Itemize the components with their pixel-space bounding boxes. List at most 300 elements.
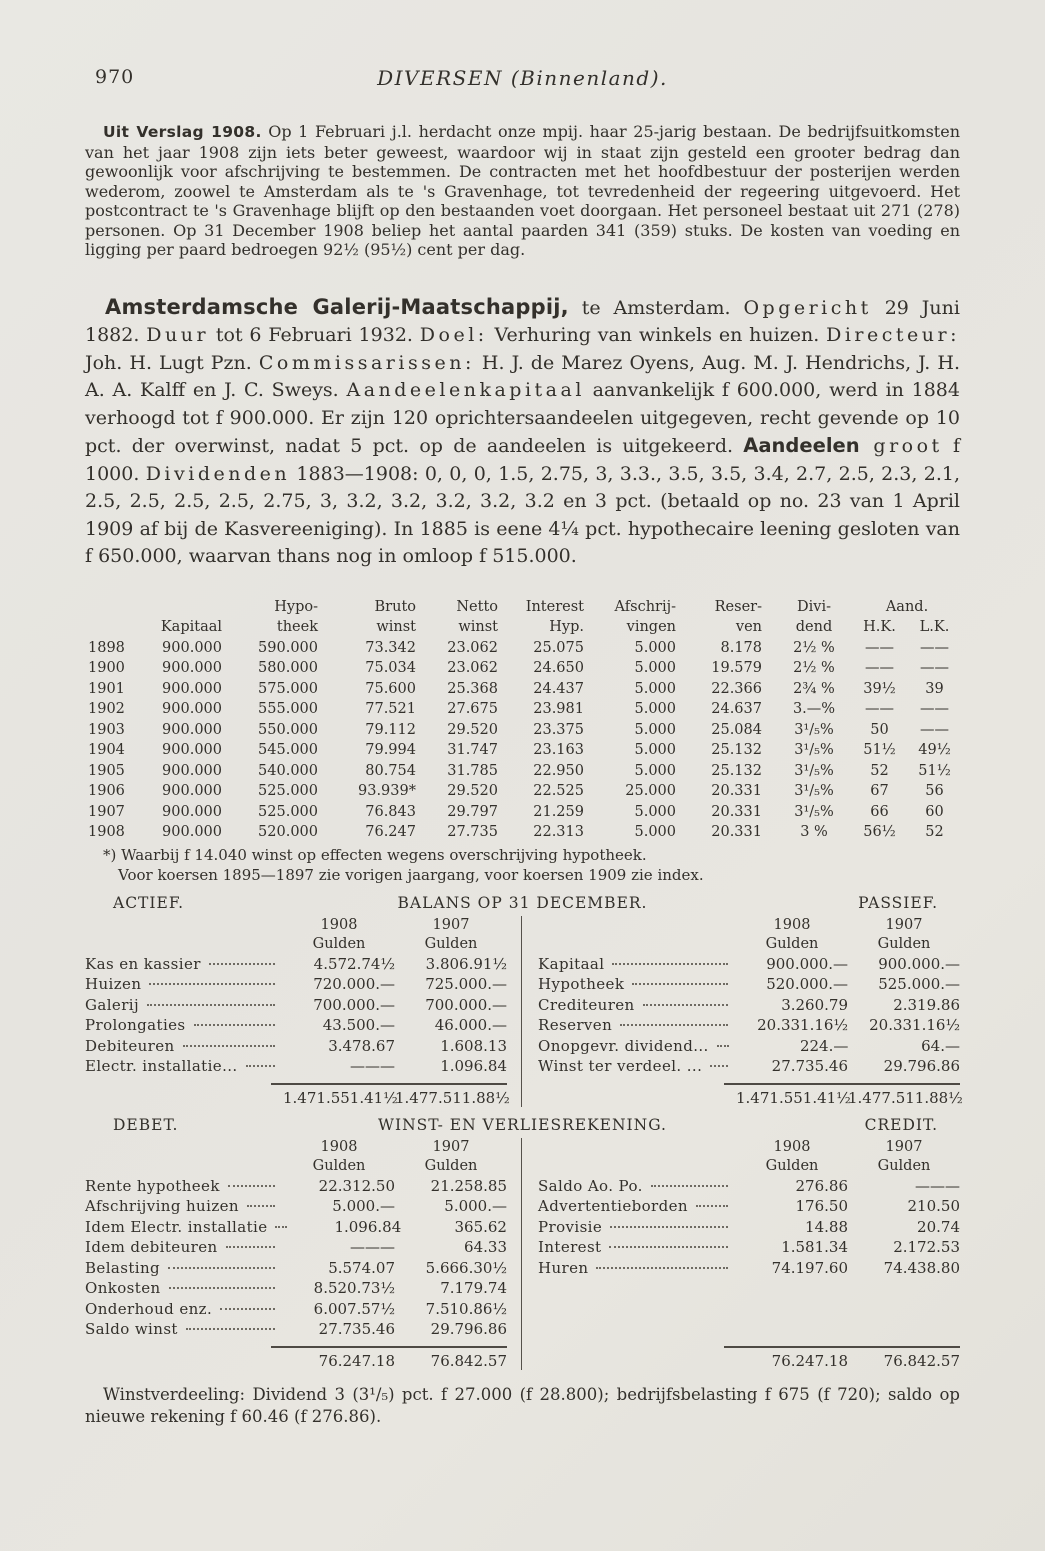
ledger-row — [538, 1258, 960, 1279]
ledger-label: Reserven — [538, 1016, 613, 1034]
dotted-leader — [186, 1328, 275, 1330]
text-run: Joh. H. Lugt Pzn. — [85, 351, 259, 374]
amount-1907: 21.258.85 — [430, 1176, 507, 1195]
amount-1908: 27.735.46 — [771, 1057, 848, 1075]
total-1907: 76.842.57 — [883, 1351, 960, 1370]
column-header: Bruto — [374, 598, 416, 615]
ledger-row — [85, 1015, 507, 1036]
amount-1908: 5.000.— — [332, 1197, 395, 1215]
text-run: te Amsterdam. — [568, 296, 744, 319]
total-1908: 76.247.18 — [771, 1351, 848, 1370]
table-cell: 900.000 — [162, 680, 222, 697]
amount-1907: 46.000.— — [434, 1016, 507, 1034]
column-header: H.K. — [863, 619, 896, 635]
year-1908-header: 1908 — [773, 916, 811, 933]
table-cell: 540.000 — [258, 762, 318, 779]
amount-1908: ——— — [350, 1057, 395, 1075]
table-cell: 23.375 — [533, 721, 584, 738]
total-row — [538, 1348, 960, 1370]
ledger-row — [85, 995, 507, 1016]
unit-label: Gulden — [424, 935, 478, 952]
column-header: Aand. — [885, 598, 929, 615]
amount-1908: 720.000.— — [313, 975, 395, 993]
table-cell: 545.000 — [258, 742, 318, 758]
amount-1907: 20.331.16½ — [869, 1016, 960, 1034]
table-cell: 1903 — [88, 721, 125, 738]
table-cell: 1898 — [88, 639, 125, 656]
amount-1908: 74.197.60 — [771, 1258, 848, 1277]
table-row — [88, 638, 962, 659]
financial-table-head — [88, 597, 962, 638]
unit-label: Gulden — [765, 935, 819, 952]
table-cell: 1905 — [88, 762, 125, 779]
ledger-row — [85, 1237, 507, 1258]
ledger-label: Hypotheek — [538, 975, 625, 993]
ledger-label: Saldo winst — [85, 1320, 178, 1338]
text-run: tot 6 Februari 1932. — [209, 324, 420, 346]
spaced-term: Aandeelenkapitaal — [346, 379, 585, 401]
ledger-label: Huren — [538, 1258, 589, 1277]
table-cell: 3¹/₅% — [794, 803, 834, 820]
table-cell: 29.797 — [447, 803, 498, 820]
table-row — [88, 740, 962, 761]
ledger-label: Onderhoud enz. — [85, 1299, 213, 1318]
column-header: winst — [458, 619, 498, 635]
amount-1908: 14.88 — [805, 1217, 848, 1236]
year-header-row — [538, 916, 960, 935]
column-header — [136, 597, 236, 618]
table-footnote: *) Waarbij f 14.040 winst op effecten wegens overschrijving hypotheek. — [103, 845, 647, 864]
total-1908: 1.471.551.41½ — [736, 1088, 851, 1107]
table-cell: 25.000 — [625, 783, 676, 799]
verslag-title: Uit Verslag 1908. — [103, 123, 262, 141]
amount-1908: 1.581.34 — [781, 1238, 848, 1256]
credit-heading: CREDIT. — [864, 1115, 938, 1134]
table-cell: 20.331 — [711, 824, 762, 840]
ledger-row — [538, 1237, 960, 1258]
total-1907: 1.477.511.88½ — [848, 1088, 963, 1107]
table-cell: 31.747 — [447, 742, 498, 758]
table-cell: 39½ — [863, 680, 896, 697]
dotted-leader — [228, 1185, 275, 1187]
column-header — [88, 597, 136, 618]
ledger-label: Electr. installatie... — [85, 1057, 238, 1075]
year-1907-header: 1907 — [432, 916, 470, 933]
table-cell: 520.000 — [258, 824, 318, 840]
table-cell: 3¹/₅% — [794, 742, 834, 758]
dotted-leader — [620, 1024, 728, 1026]
ledger-label: Galerij — [85, 995, 140, 1014]
credit-column — [522, 1138, 960, 1370]
table-cell: 5.000 — [634, 824, 676, 840]
table-cell: 3¹/₅% — [794, 762, 834, 779]
ledger-row — [538, 1036, 960, 1057]
column-header: Hypo- — [274, 598, 318, 615]
amount-1907: 3.806.91½ — [425, 954, 507, 973]
debet-total-block — [85, 1340, 507, 1370]
table-cell: 25.132 — [711, 742, 762, 758]
table-cell: 900.000 — [162, 803, 222, 820]
ledger-row — [85, 954, 507, 975]
amount-1907: 725.000.— — [425, 975, 507, 993]
debet-heading: DEBET. — [113, 1115, 179, 1134]
amount-1908: 224.— — [799, 1036, 849, 1055]
dotted-leader — [183, 1045, 275, 1047]
ledger-row — [85, 1299, 507, 1320]
passief-total-block — [538, 1077, 963, 1107]
actief-heading: ACTIEF. — [113, 893, 185, 912]
table-cell: 23.163 — [533, 742, 584, 758]
table-cell: 5.000 — [634, 639, 676, 656]
table-cell: 2¾ % — [793, 680, 835, 697]
table-cell: 56½ — [863, 824, 896, 840]
ledger-row — [85, 1036, 507, 1057]
table-cell: 75.600 — [365, 680, 416, 697]
ledger-label: Debiteuren — [85, 1036, 175, 1055]
verslag-body: Op 1 Februari j.l. herdacht onze mpij. haar 25-jarig bestaan. De bedrijfsuitkomsten van het jaar 1908 zijn iets beter geweest, waardoor wij in staat zijn gesteld een grooter bedrag dan gewoonlijk voor afschrijving te bestemmen. De contracten met het hoofdbestuur der posterijen werden wederom, zoowel te Amsterdam als te 's Gravenhage, tot tevredenheid der regeering uitgevoerd. Het postcontract te 's Gravenhage blijft op den bestaanden voet doorgaan. Het personeel bestaat uit 271 (278) personen. Op 31 December 1908 beliep het aantal paarden 341 (359) stuks. De kosten van voeding en ligging per paard bedroegen 92½ (95½) cent per dag. — [85, 122, 960, 259]
table-cell: —— — [920, 660, 949, 676]
year-1908-header: 1908 — [773, 1138, 811, 1155]
table-cell: 590.000 — [258, 639, 318, 656]
table-row — [88, 761, 962, 782]
table-cell: 76.843 — [365, 803, 416, 820]
spaced-term: Doel: — [419, 324, 488, 346]
profit-loss-statement — [85, 1138, 960, 1370]
dotted-leader — [169, 1287, 275, 1289]
ledger-row — [538, 995, 960, 1016]
amount-1907: 29.796.86 — [883, 1057, 960, 1075]
amount-1908: 4.572.74½ — [313, 954, 395, 973]
column-header: L.K. — [919, 619, 950, 635]
unit-label: Gulden — [312, 935, 366, 952]
table-cell: 8.178 — [720, 639, 762, 656]
dotted-leader — [717, 1045, 729, 1047]
dotted-leader — [609, 1246, 728, 1248]
table-cell: 51½ — [863, 742, 896, 758]
table-cell: —— — [865, 660, 894, 676]
ledger-row — [85, 1319, 507, 1340]
table-cell: 24.437 — [533, 680, 584, 697]
table-cell: 21.259 — [533, 803, 584, 820]
column-header: ven — [735, 619, 762, 635]
financial-table-body — [88, 638, 962, 843]
profit-loss-heading — [95, 1116, 950, 1134]
ledger-label: Winst ter verdeel. ... — [538, 1057, 703, 1075]
financial-table — [88, 597, 962, 843]
amount-1908: 5.574.07 — [328, 1258, 395, 1277]
table-cell: 27.735 — [447, 824, 498, 840]
total-row — [538, 1085, 963, 1107]
year-1907-header: 1907 — [885, 1138, 923, 1155]
ledger-label: Idem Electr. installatie — [85, 1217, 268, 1236]
column-header: dend — [795, 619, 833, 635]
table-cell: 77.521 — [365, 701, 416, 717]
table-cell: 900.000 — [162, 660, 222, 676]
table-cell: 56 — [925, 783, 944, 799]
table-cell: 66 — [870, 803, 889, 820]
ledger-row — [538, 1176, 960, 1197]
debet-column — [85, 1138, 522, 1370]
table-cell: 900.000 — [162, 762, 222, 779]
column-header: Afschrij- — [614, 598, 676, 615]
amount-1908: 8.520.73½ — [313, 1279, 395, 1297]
table-row — [88, 699, 962, 720]
ledger-row — [85, 1176, 507, 1197]
amount-1908: 6.007.57½ — [313, 1299, 395, 1318]
column-header: Kapitaal — [160, 619, 222, 635]
spaced-term: Commissarissen: — [258, 351, 475, 374]
table-cell: 67 — [870, 783, 889, 799]
table-cell: 19.579 — [711, 660, 762, 676]
table-cell: 22.313 — [533, 824, 584, 840]
passief-heading: PASSIEF. — [858, 893, 938, 912]
profit-loss-title: WINST- EN VERLIESREKENING. — [378, 1115, 667, 1134]
dotted-leader — [643, 1004, 728, 1006]
table-cell: 50 — [870, 721, 889, 738]
table-cell: 1908 — [88, 824, 125, 840]
ledger-row — [85, 1056, 507, 1077]
table-cell: 60 — [925, 803, 944, 820]
ledger-label: Onkosten — [85, 1279, 161, 1297]
ledger-row — [538, 954, 960, 975]
table-cell: 900.000 — [162, 721, 222, 738]
unit-label: Gulden — [765, 1157, 819, 1174]
amount-1907: 2.319.86 — [893, 995, 960, 1014]
verslag-paragraph — [85, 122, 960, 260]
table-cell: 5.000 — [634, 701, 676, 717]
table-cell: 52 — [925, 824, 944, 840]
dotted-leader — [610, 1226, 728, 1228]
table-row — [88, 679, 962, 700]
table-cell: 93.939* — [358, 783, 416, 799]
dotted-leader — [149, 983, 275, 985]
ledger-row — [85, 974, 507, 995]
bold-term: Amsterdamsche Galerij-Maatschappij, — [105, 294, 569, 319]
table-cell: 3¹/₅% — [794, 721, 834, 738]
running-title: DIVERSEN (Binnenland). — [377, 66, 668, 90]
ledger-label: Onopgevr. dividend... — [538, 1036, 709, 1055]
amount-1907: 7.510.86½ — [425, 1299, 507, 1318]
table-cell: 5.000 — [634, 680, 676, 697]
text-run: 29 Juni 1882. — [85, 296, 960, 346]
year-header-row — [538, 1138, 960, 1157]
ledger-label: Prolongaties — [85, 1016, 186, 1034]
year-1907-header: 1907 — [432, 1138, 470, 1155]
unit-label: Gulden — [312, 1157, 366, 1174]
amount-1908: 276.86 — [795, 1176, 848, 1195]
table-cell: 52 — [870, 762, 889, 779]
amount-1907: 64.— — [921, 1036, 960, 1055]
text-run: 1883—1908: 0, 0, 0, 1.5, 2.75, 3, 3.3., 3.5, 3.5, 3.4, 2.7, 2.5, 2.3, 2.1, 2.5, 2.5, 2.5, 2.5, 2.75, 3, 3.2, 3.2, 3.2, 3.2, 3.2 en 3 pct. (betaald op no. 23 van 1 April 1909 af bij de Kasvereeniging). In 1885 is eene 4¼ pct. hypothecaire leening gesloten van f 650.000, waarvan thans nog in omloop f 515.000. — [85, 462, 960, 567]
column-header — [88, 617, 136, 638]
column-header: Hyp. — [549, 619, 584, 635]
amount-1907: 1.096.84 — [440, 1057, 507, 1075]
unit-label: Gulden — [877, 1157, 931, 1174]
table-cell: 22.366 — [711, 680, 762, 697]
ledger-row — [538, 1056, 960, 1077]
table-cell: 5.000 — [634, 803, 676, 820]
unit-header-row — [538, 935, 960, 954]
column-header: Netto — [456, 598, 498, 615]
amount-1907: 2.172.53 — [893, 1238, 960, 1256]
table-cell: 23.062 — [447, 639, 498, 656]
text-run: H. J. de Marez Oyens, Aug. M. J. Hendrichs, J. H. A. A. Kalff en J. C. Sweys. — [85, 351, 961, 401]
spaced-term: Dividenden — [145, 462, 291, 485]
amount-1908: 176.50 — [795, 1197, 848, 1215]
winstverdeeling-paragraph — [85, 1384, 960, 1429]
amount-1907: 5.000.— — [444, 1197, 507, 1215]
dotted-leader — [209, 963, 275, 965]
unit-label: Gulden — [877, 935, 931, 952]
table-row — [88, 822, 962, 843]
amount-1907: 365.62 — [454, 1217, 507, 1236]
unit-label: Gulden — [424, 1157, 478, 1174]
table-cell: 23.981 — [533, 701, 584, 717]
total-1907: 76.842.57 — [430, 1351, 507, 1370]
dotted-leader — [710, 1065, 728, 1067]
page-number: 970 — [95, 66, 135, 88]
table-cell: 25.132 — [711, 762, 762, 779]
table-cell: —— — [865, 639, 894, 656]
amount-1908: 22.312.50 — [318, 1176, 395, 1195]
spaced-term: groot — [859, 435, 943, 457]
dotted-leader — [194, 1024, 275, 1026]
ledger-label: Rente hypotheek — [85, 1176, 220, 1195]
ledger-label: Afschrijving huizen — [85, 1197, 239, 1215]
table-row — [88, 781, 962, 802]
credit-rows — [538, 1176, 960, 1279]
amount-1908: 27.735.46 — [318, 1320, 395, 1338]
amount-1907: 525.000.— — [878, 975, 960, 993]
amount-1907: 20.74 — [917, 1217, 960, 1236]
table-cell: 3.—% — [792, 701, 836, 717]
column-header: theek — [276, 619, 318, 635]
year-1907-header: 1907 — [885, 916, 923, 933]
column-header: Interest — [525, 598, 584, 615]
ledger-row — [538, 1196, 960, 1217]
text-run: f 1000. — [85, 435, 960, 485]
table-cell: 575.000 — [258, 680, 318, 697]
dotted-leader — [226, 1246, 275, 1248]
ledger-row — [538, 1217, 960, 1238]
table-cell: 25.368 — [447, 680, 498, 697]
amount-1907: 1.608.13 — [440, 1036, 507, 1055]
table-cell: 900.000 — [162, 824, 222, 840]
table-cell: 2½ % — [793, 639, 835, 656]
table-cell: 555.000 — [258, 701, 318, 717]
balance-actief-column — [85, 916, 522, 1107]
dotted-leader — [220, 1308, 275, 1310]
amount-1908: 700.000.— — [313, 995, 395, 1014]
ledger-row — [85, 1258, 507, 1279]
table-cell: 29.520 — [447, 783, 498, 799]
unit-header-row — [538, 1157, 960, 1176]
year-1908-header: 1908 — [320, 916, 358, 933]
unit-header-row — [85, 1157, 507, 1176]
winstverdeeling-label: Winstverdeeling: — [103, 1384, 246, 1404]
table-cell: 1901 — [88, 680, 125, 697]
table-cell: 24.637 — [711, 701, 762, 717]
table-cell: 580.000 — [258, 660, 318, 676]
table-cell: 80.754 — [365, 762, 416, 779]
amount-1907: 64.33 — [464, 1238, 507, 1256]
table-row — [88, 720, 962, 741]
table-cell: 22.950 — [533, 762, 584, 779]
total-1908: 76.247.18 — [318, 1351, 395, 1370]
dotted-leader — [596, 1267, 728, 1269]
spaced-term: Duur — [146, 324, 210, 346]
amount-1908: 20.331.16½ — [757, 1016, 848, 1034]
unit-header-row — [85, 935, 507, 954]
ledger-row — [85, 1196, 507, 1217]
total-1907: 1.477.511.88½ — [395, 1088, 510, 1107]
table-cell: 900.000 — [162, 701, 222, 717]
balance-heading — [95, 894, 950, 912]
actief-rows — [85, 954, 507, 1077]
table-cell: 29.520 — [447, 721, 498, 738]
table-cell: 73.342 — [365, 639, 416, 656]
amount-1907: 74.438.80 — [883, 1258, 960, 1277]
table-cell: 51½ — [918, 762, 951, 779]
page-header — [85, 66, 960, 96]
amount-1907: 900.000.— — [878, 954, 960, 973]
ledger-label: Belasting — [85, 1258, 161, 1277]
table-cell: 1904 — [88, 742, 125, 758]
table-cell: —— — [865, 701, 894, 717]
year-header-row — [85, 1138, 507, 1157]
table-header-row — [88, 617, 962, 638]
table-cell: 25.084 — [711, 721, 762, 738]
table-cell: 900.000 — [162, 783, 222, 799]
table-cell: 20.331 — [711, 783, 762, 799]
dotted-leader — [168, 1267, 275, 1269]
balance-sheet — [85, 916, 963, 1107]
table-cell: 76.247 — [365, 824, 416, 840]
total-1908: 1.471.551.41½ — [283, 1088, 398, 1107]
balance-passief-column — [522, 916, 963, 1107]
spaced-term: Directeur: — [826, 324, 960, 346]
table-cell: —— — [920, 701, 949, 717]
dotted-leader — [696, 1205, 728, 1207]
spaced-term: Opgericht — [743, 296, 872, 319]
table-cell: 1907 — [88, 803, 125, 820]
dotted-leader — [247, 1205, 275, 1207]
amount-1908: ——— — [350, 1238, 395, 1256]
amount-1907: 29.796.86 — [430, 1320, 507, 1338]
winstverdeeling-text: Dividend 3 (3¹/₅) pct. f 27.000 (f 28.800); bedrijfsbelasting f 675 (f 720); saldo op nieuwe rekening f 60.46 (f 276.86). — [85, 1384, 960, 1426]
table-cell: 31.785 — [447, 762, 498, 779]
table-cell: 79.112 — [365, 721, 416, 738]
table-cell: 22.525 — [533, 783, 584, 799]
ledger-row — [538, 974, 960, 995]
passief-rows — [538, 954, 960, 1077]
amount-1908: 520.000.— — [766, 975, 848, 993]
table-row — [88, 658, 962, 679]
debet-rows — [85, 1176, 507, 1340]
text-run: Verhuring van winkels en huizen. — [487, 324, 827, 346]
table-cell: 5.000 — [634, 742, 676, 758]
ledger-row — [85, 1217, 507, 1238]
table-cell: 2½ % — [793, 660, 835, 676]
table-cell: 25.075 — [533, 639, 584, 656]
table-cell: 23.062 — [447, 660, 498, 676]
dotted-leader — [632, 983, 728, 985]
amount-1908: 43.500.— — [322, 1016, 395, 1034]
ledger-label: Interest — [538, 1238, 602, 1256]
table-cell: 5.000 — [634, 721, 676, 738]
text-run: aanvankelijk f 600.000, werd in 1884 verhoogd tot f 900.000. Er zijn 120 oprichtersaandeelen uitgegeven, recht gevende op 10 pct. der overwinst, nadat 5 pct. op de aandeelen is uitgekeerd. — [85, 379, 960, 457]
table-cell: 5.000 — [634, 660, 676, 676]
